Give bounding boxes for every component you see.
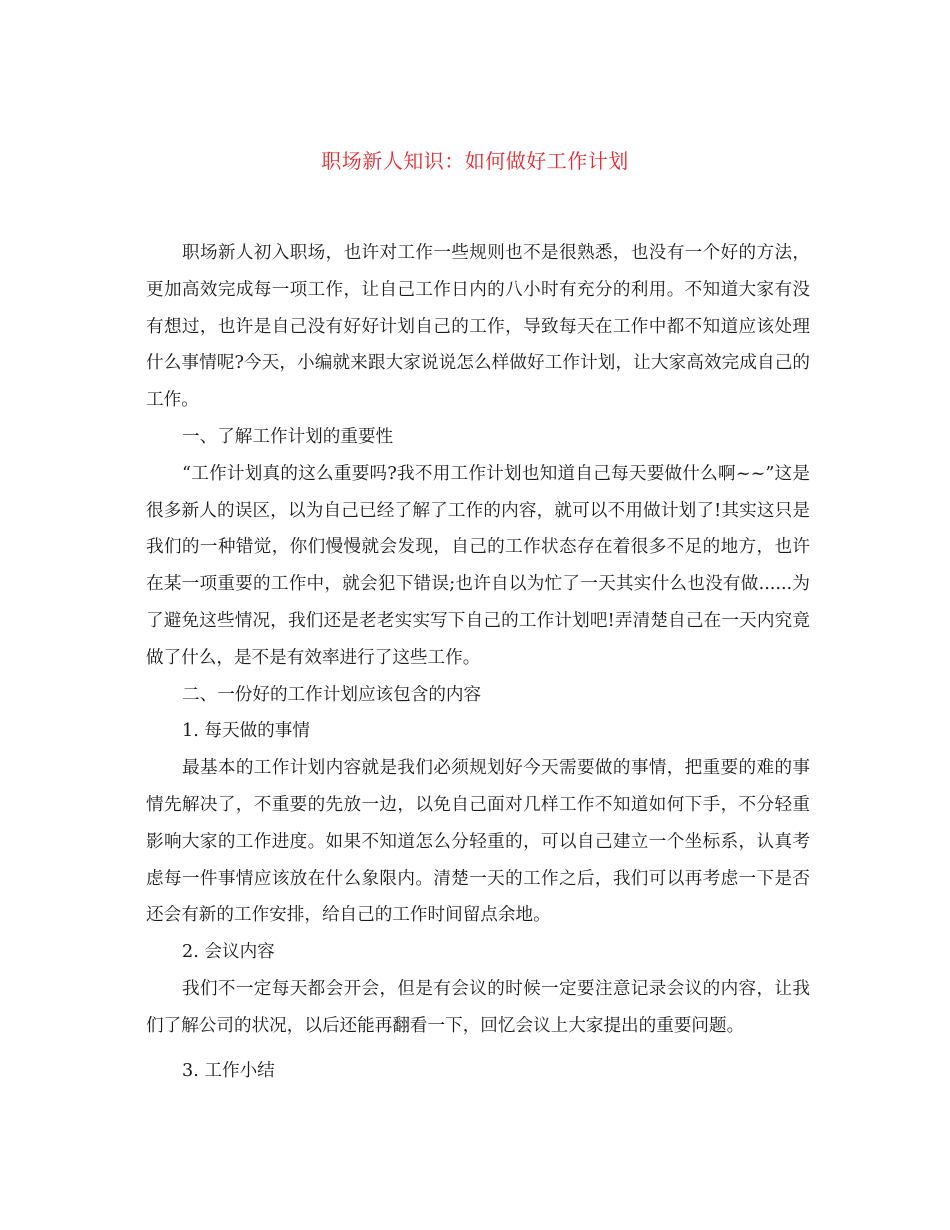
subsection-heading-3: 3. 工作小结 (182, 1060, 275, 1081)
section-heading-2: 二、一份好的工作计划应该包含的内容 (182, 684, 482, 705)
subsection-heading-1: 1. 每天做的事情 (182, 721, 310, 742)
section-1-paragraph: “工作计划真的这么重要吗?我不用工作计划也知道自己每天要做什么啊~~”这是很多新人的误区，以为自己已经了解了工作的内容，就可以不用做计划了!其实这只是我们的一种错觉，你们慢慢就会发现，自己的工作状态存在着很多不足的地方，也许在某一项重要的工作中，就会犯下错误;也许自以为忙了一天其实什么也没有做......为了避免这些情况，我们还是老老实实写下自己的工作计划吧!弄清楚自己在一天内究竟做了什么，是不是有效率进行了这些工作。 (146, 463, 810, 668)
subsection-1-paragraph: 最基本的工作计划内容就是我们必须规划好今天需要做的事情，把重要的难的事情先解决了，不重要的先放一边，以免自己面对几样工作不知道如何下手，不分轻重影响大家的工作进度。如果不知道怎么分轻重的，可以自己建立一个坐标系，认真考虑每一件事情应该放在什么象限内。清楚一天的工作之后，我们可以再考虑一下是否还会有新的工作安排，给自己的工作时间留点余地。 (146, 758, 810, 926)
section-heading-1: 一、了解工作计划的重要性 (182, 426, 394, 447)
intro-paragraph: 职场新人初入职场，也许对工作一些规则也不是很熟悉，也没有一个好的方法，更加高效完成每一项工作，让自己工作日内的八小时有充分的利用。不知道大家有没有想过，也许是自己没有好好计划自己的工作，导致每天在工作中都不知道应该处理什么事情呢?今天，小编就来跟大家说说怎么样做好工作计划，让大家高效完成自己的工作。 (146, 243, 810, 411)
document-title: 职场新人知识：如何做好工作计划 (321, 149, 629, 173)
subsection-2-paragraph: 我们不一定每天都会开会，但是有会议的时候一定要注意记录会议的内容，让我们了解公司的状况，以后还能再翻看一下，回忆会议上大家提出的重要问题。 (146, 978, 810, 1036)
subsection-heading-2: 2. 会议内容 (182, 942, 275, 963)
document-body (146, 235, 810, 1089)
